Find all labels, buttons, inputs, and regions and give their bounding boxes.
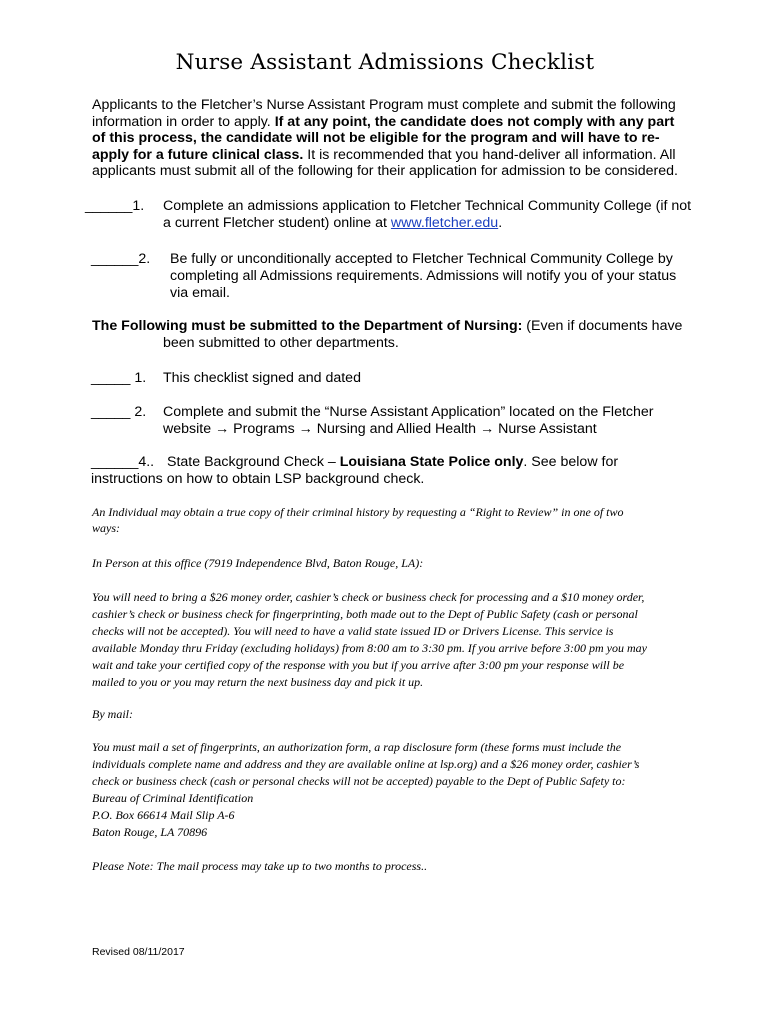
nursing-item-2-text-2: website → Programs → Nursing and Allied Health → Nurse Assistant <box>163 421 597 437</box>
nursing-item-1-text: This checklist signed and dated <box>163 370 361 386</box>
nursing-item-4-text: State Background Check – Louisiana State Police only. See below for <box>167 454 619 470</box>
admissions-item-1-text-2: a current Fletcher student) online at www.fletcher.edu. <box>163 215 503 231</box>
nursing-heading-2: been submitted to other departments. <box>163 335 399 351</box>
review-intro: An Individual may obtain a true copy of their criminal history by requesting a “Right to Review” in one of two <box>92 505 624 519</box>
mailing-address-line: P.O. Box 66614 Mail Slip A-6 <box>92 808 235 822</box>
in-person-line: available Monday thru Friday (excluding holidays) from 8:00 am to 3:30 pm. If you arrive before 3:00 pm you may <box>92 641 647 655</box>
by-mail-line: individuals complete name and address and they are available online at lsp.org) and a $26 money order, cashier’s <box>92 757 640 771</box>
in-person-line: checks will not be accepted). You will need to have a valid state issued ID or Drivers License. This service is <box>92 624 614 638</box>
nursing-item-2-text: Complete and submit the “Nurse Assistant Application” located on the Fletcher <box>163 404 654 420</box>
nursing-heading: The Following must be submitted to the Department of Nursing: (Even if documents have <box>92 318 683 334</box>
admissions-item-2-text-2: completing all Admissions requirements. Admissions will notify you of your status <box>170 268 677 284</box>
admissions-item-2-text: Be fully or unconditionally accepted to Fletcher Technical Community College by <box>170 251 673 267</box>
in-person-line: wait and take your certified copy of the response with you but if you arrive after 3:00 pm your response will be <box>92 658 625 672</box>
by-mail-line: You must mail a set of fingerprints, an authorization form, a rap disclosure form (these forms must include the <box>92 740 622 754</box>
admissions-item-1-number: ______1. <box>85 198 145 214</box>
nursing-item-4-text-2: instructions on how to obtain LSP background check. <box>91 471 425 487</box>
admissions-item-2-number: ______2. <box>91 251 151 267</box>
nursing-item-2-number: _____ 2. <box>91 404 147 420</box>
by-mail-heading: By mail: <box>92 707 133 721</box>
intro-paragraph <box>92 97 687 180</box>
page-title: Nurse Assistant Admissions Checklist <box>175 50 595 75</box>
review-intro-2: ways: <box>92 521 120 535</box>
nursing-item-1-number: _____ 1. <box>91 370 147 386</box>
fletcher-website-link[interactable]: www.fletcher.edu <box>390 215 499 231</box>
in-person-heading: In Person at this office (7919 Independence Blvd, Baton Rouge, LA): <box>92 556 424 570</box>
in-person-line: mailed to you or you may return the next business day and pick it up. <box>92 675 424 689</box>
mailing-address-line: Bureau of Criminal Identification <box>92 791 254 805</box>
revised-date: Revised 08/11/2017 <box>92 946 185 958</box>
intro-text: Applicants to the Fletcher’s Nurse Assistant Program must complete and submit the following information in order to apply. <box>92 97 676 130</box>
admissions-item-2-text-3: via email. <box>170 285 230 301</box>
mail-note: Please Note: The mail process may take up to two months to process.. <box>92 859 428 873</box>
in-person-line: You will need to bring a $26 money order, cashier’s check or business check for processing and a $10 money order, <box>92 590 645 604</box>
intro-warning: If at any point, the candidate does not comply with any part of this process, the candidate will not be eligible for the program and will have to re-apply for a future clinical class. <box>92 113 675 163</box>
by-mail-line: check or business check (cash or personal checks will not be accepted) payable to the Dept of Public Safety to: <box>92 774 626 788</box>
admissions-item-1-text: Complete an admissions application to Fletcher Technical Community College (if not <box>163 198 692 214</box>
in-person-line: cashier’s check or business check for fingerprinting, both made out to the Dept of Public Safety (cash or personal <box>92 607 638 621</box>
intro-text-2: It is recommended that you hand-deliver all information. All applicants must submit all of the following for their application for admission to be considered. <box>92 146 678 180</box>
nursing-item-4-number: ______4.. <box>91 454 155 470</box>
mailing-address-line: Baton Rouge, LA 70896 <box>92 825 208 839</box>
